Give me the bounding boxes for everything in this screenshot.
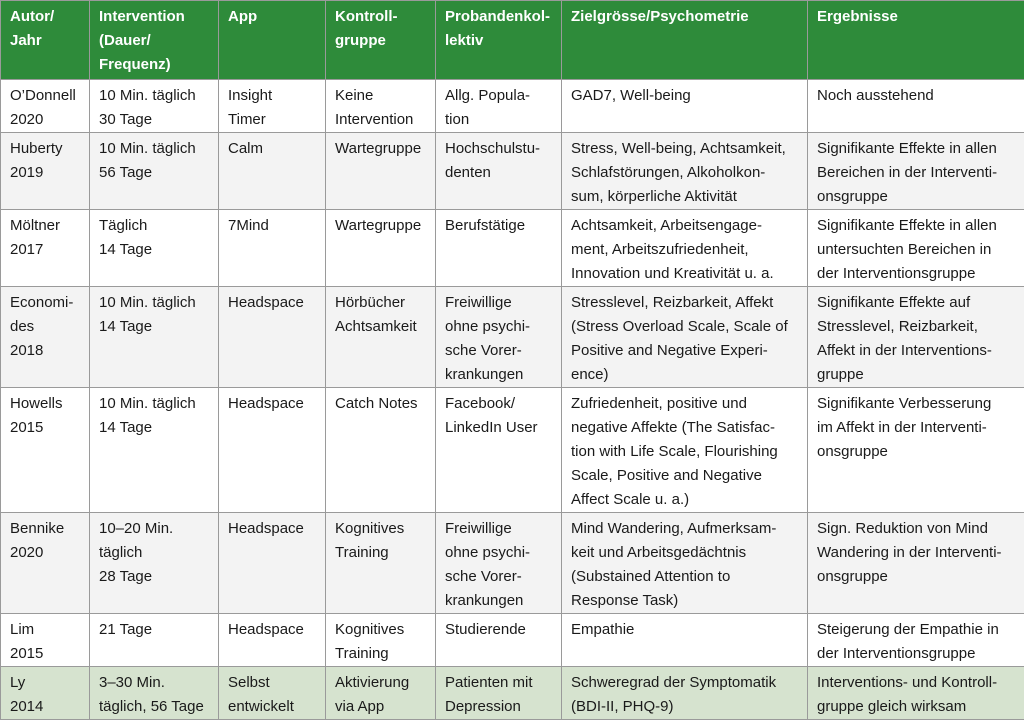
cell-intervention: 3–30 Min. täglich, 56 Tage: [90, 667, 219, 720]
cell-intervention: 10 Min. täglich 14 Tage: [90, 388, 219, 513]
cell-ergebnisse: Signifikante Verbesserung im Affekt in der Interventi- onsgruppe: [808, 388, 1024, 513]
cell-app: 7Mind: [219, 210, 326, 287]
col-header-ergebnisse: Ergebnisse: [808, 1, 1024, 80]
cell-app: Calm: [219, 133, 326, 210]
cell-intervention: 10 Min. täglich 56 Tage: [90, 133, 219, 210]
table-row: [1, 513, 1024, 614]
cell-probanden: Freiwillige ohne psychi- sche Vorer- krankungen: [436, 513, 562, 614]
cell-intervention: 10 Min. täglich 30 Tage: [90, 80, 219, 133]
cell-app: Headspace: [219, 287, 326, 388]
cell-ergebnisse: Sign. Reduktion von Mind Wandering in der Interventi- onsgruppe: [808, 513, 1024, 614]
cell-zielgroesse: Mind Wandering, Aufmerksam- keit und Arbeitsgedächtnis (Substained Attention to Response Task): [562, 513, 808, 614]
col-header-intervention: Intervention (Dauer/ Frequenz): [90, 1, 219, 80]
cell-autor: O’Donnell 2020: [1, 80, 90, 133]
cell-kontrollgruppe: Wartegruppe: [326, 133, 436, 210]
col-header-app: App: [219, 1, 326, 80]
cell-probanden: Berufstätige: [436, 210, 562, 287]
cell-probanden: Freiwillige ohne psychi- sche Vorer- krankungen: [436, 287, 562, 388]
cell-intervention: 10–20 Min. täglich 28 Tage: [90, 513, 219, 614]
header-row: [1, 1, 1024, 80]
cell-app: Insight Timer: [219, 80, 326, 133]
cell-zielgroesse: Zufriedenheit, positive und negative Affekte (The Satisfac- tion with Life Scale, Flourishing Scale, Positive and Negative Affect Scale u. a.): [562, 388, 808, 513]
col-header-kontrollgruppe: Kontroll- gruppe: [326, 1, 436, 80]
cell-kontrollgruppe: Hörbücher Achtsamkeit: [326, 287, 436, 388]
cell-app: Selbst entwickelt: [219, 667, 326, 720]
cell-kontrollgruppe: Catch Notes: [326, 388, 436, 513]
cell-intervention: 10 Min. täglich 14 Tage: [90, 287, 219, 388]
cell-ergebnisse: Interventions- und Kontroll- gruppe gleich wirksam: [808, 667, 1024, 720]
cell-probanden: Hochschulstu- denten: [436, 133, 562, 210]
cell-intervention: 21 Tage: [90, 614, 219, 667]
table-row: [1, 210, 1024, 287]
cell-ergebnisse: Noch ausstehend: [808, 80, 1024, 133]
cell-autor: Huberty 2019: [1, 133, 90, 210]
cell-ergebnisse: Steigerung der Empathie in der Interventionsgruppe: [808, 614, 1024, 667]
cell-autor: Ly 2014: [1, 667, 90, 720]
cell-app: Headspace: [219, 388, 326, 513]
cell-kontrollgruppe: Kognitives Training: [326, 614, 436, 667]
cell-autor: Lim 2015: [1, 614, 90, 667]
cell-zielgroesse: Empathie: [562, 614, 808, 667]
cell-zielgroesse: Schweregrad der Symptomatik (BDI-II, PHQ-9): [562, 667, 808, 720]
cell-zielgroesse: Achtsamkeit, Arbeitsengage- ment, Arbeitszufriedenheit, Innovation und Kreativität u. a.: [562, 210, 808, 287]
table-row: [1, 287, 1024, 388]
table-body: [1, 80, 1024, 720]
cell-ergebnisse: Signifikante Effekte in allen untersuchten Bereichen in der Interventionsgruppe: [808, 210, 1024, 287]
cell-kontrollgruppe: Kognitives Training: [326, 513, 436, 614]
cell-app: Headspace: [219, 614, 326, 667]
cell-probanden: Patienten mit Depression: [436, 667, 562, 720]
col-header-autor-jahr: Autor/ Jahr: [1, 1, 90, 80]
cell-probanden: Facebook/ LinkedIn User: [436, 388, 562, 513]
col-header-zielgroesse: Zielgrösse/Psychometrie: [562, 1, 808, 80]
table-row: [1, 614, 1024, 667]
cell-zielgroesse: Stress, Well-being, Achtsamkeit, Schlafstörungen, Alkoholkon- sum, körperliche Aktivität: [562, 133, 808, 210]
col-header-probandenkollektiv: Probandenkol- lektiv: [436, 1, 562, 80]
cell-intervention: Täglich 14 Tage: [90, 210, 219, 287]
cell-probanden: Studierende: [436, 614, 562, 667]
cell-zielgroesse: GAD7, Well-being: [562, 80, 808, 133]
table-row: [1, 388, 1024, 513]
cell-autor: Howells 2015: [1, 388, 90, 513]
cell-autor: Economi- des 2018: [1, 287, 90, 388]
table-row: [1, 133, 1024, 210]
cell-autor: Möltner 2017: [1, 210, 90, 287]
cell-kontrollgruppe: Aktivierung via App: [326, 667, 436, 720]
table-row: [1, 80, 1024, 133]
cell-kontrollgruppe: Wartegruppe: [326, 210, 436, 287]
table-row-highlighted: [1, 667, 1024, 720]
cell-probanden: Allg. Popula- tion: [436, 80, 562, 133]
cell-autor: Bennike 2020: [1, 513, 90, 614]
table-header: [1, 1, 1024, 80]
cell-app: Headspace: [219, 513, 326, 614]
cell-ergebnisse: Signifikante Effekte in allen Bereichen in der Interventi- onsgruppe: [808, 133, 1024, 210]
cell-ergebnisse: Signifikante Effekte auf Stresslevel, Reizbarkeit, Affekt in der Interventions- gruppe: [808, 287, 1024, 388]
cell-zielgroesse: Stresslevel, Reizbarkeit, Affekt (Stress Overload Scale, Scale of Positive and Negative Experi- ence): [562, 287, 808, 388]
cell-kontrollgruppe: Keine Intervention: [326, 80, 436, 133]
